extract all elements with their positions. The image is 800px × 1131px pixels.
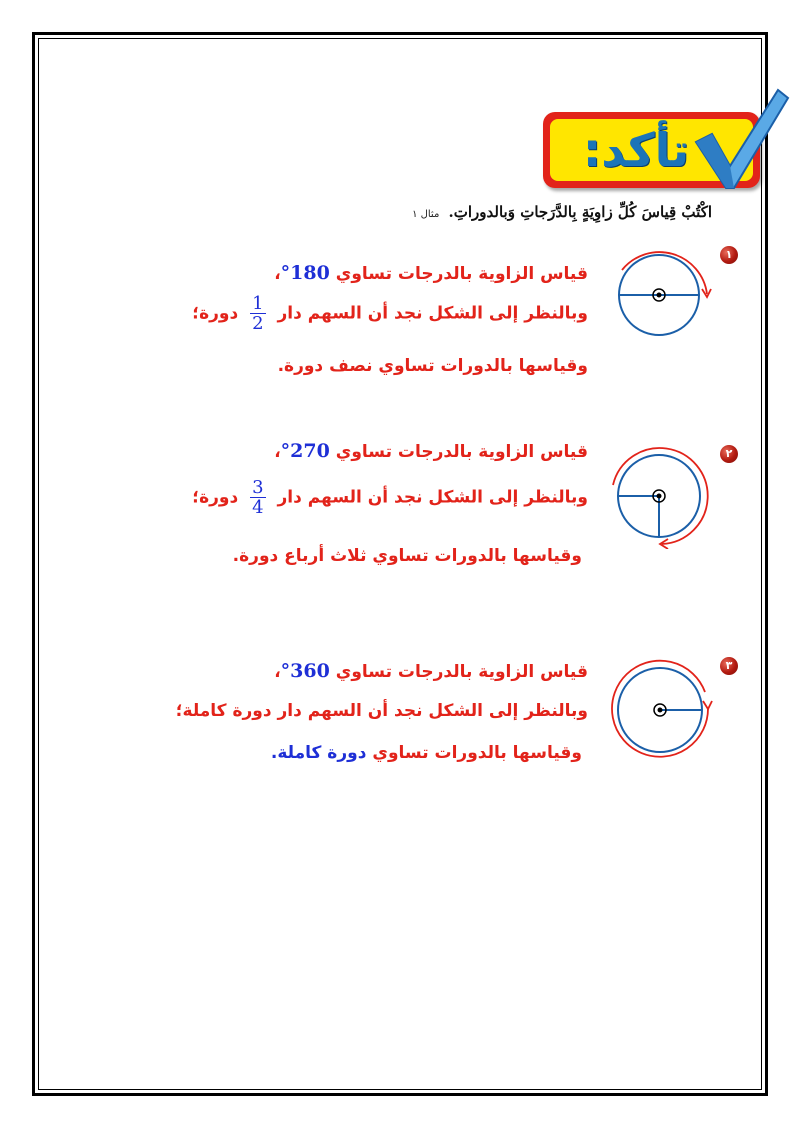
- item-3-degree-line: [274, 660, 588, 682]
- item-3-summary-line: [271, 743, 582, 763]
- degree-label: قياس الزاوية بالدرجات تساوي: [335, 662, 588, 682]
- full-turn-diagram: [604, 658, 720, 764]
- summary-text: وقياسها بالدورات تساوي نصف دورة.: [277, 356, 588, 376]
- item-number-2: ٢: [720, 445, 738, 463]
- item-2-turn-line: [192, 478, 588, 517]
- turn-label: وبالنظر إلى الشكل نجد أن السهم دار دورة كاملة؛: [175, 701, 588, 721]
- fraction-numerator: 3: [252, 477, 264, 498]
- summary-text: وقياسها بالدورات تساوي ثلاث أرباع دورة.: [232, 546, 582, 566]
- instruction-main: اكْتُبْ قِياسَ كُلِّ زاوِيَةٍ بِالدَّرَجاتِ وَبالدوراتِ.: [448, 203, 712, 221]
- item-number-1: ١: [720, 246, 738, 264]
- degree-suffix: ،: [274, 264, 281, 284]
- degree-label: قياس الزاوية بالدرجات تساوي: [335, 442, 588, 462]
- item-2-summary-line: [233, 546, 582, 566]
- item-1-turn-line: [192, 294, 588, 333]
- half-turn-diagram: [604, 250, 720, 340]
- turn-label: وبالنظر إلى الشكل نجد أن السهم دار: [277, 303, 588, 324]
- degree-value: 270°: [280, 440, 330, 462]
- fraction: [250, 294, 265, 333]
- degree-suffix: ،: [274, 662, 281, 682]
- item-number-3: ٣: [720, 657, 738, 675]
- degree-value: 180°: [280, 262, 330, 284]
- degree-label: قياس الزاوية بالدرجات تساوي: [335, 264, 588, 284]
- degree-value: 360°: [280, 660, 330, 682]
- item-1-summary-line: [278, 356, 588, 376]
- three-quarter-turn-diagram: [602, 445, 718, 549]
- turn-suffix: دورة؛: [192, 303, 239, 324]
- turn-label: وبالنظر إلى الشكل نجد أن السهم دار: [277, 487, 588, 508]
- degree-suffix: ،: [274, 442, 281, 462]
- summary-highlight: دورة كاملة.: [270, 743, 367, 763]
- item-2-degree-line: [274, 440, 588, 462]
- turn-suffix: دورة؛: [192, 487, 239, 508]
- item-1-degree-line: [274, 262, 588, 284]
- fraction-denominator: 4: [252, 497, 264, 518]
- fraction-numerator: 1: [252, 293, 264, 314]
- fraction: [250, 478, 265, 517]
- checkmark-icon: [690, 84, 790, 194]
- item-3-turn-line: [176, 701, 588, 721]
- section-title: تأكد:: [582, 123, 690, 177]
- summary-text: وقياسها بالدورات تساوي: [372, 743, 582, 763]
- example-reference: مثال ١: [412, 209, 440, 220]
- fraction-denominator: 2: [252, 313, 264, 334]
- instruction-text: [412, 203, 712, 221]
